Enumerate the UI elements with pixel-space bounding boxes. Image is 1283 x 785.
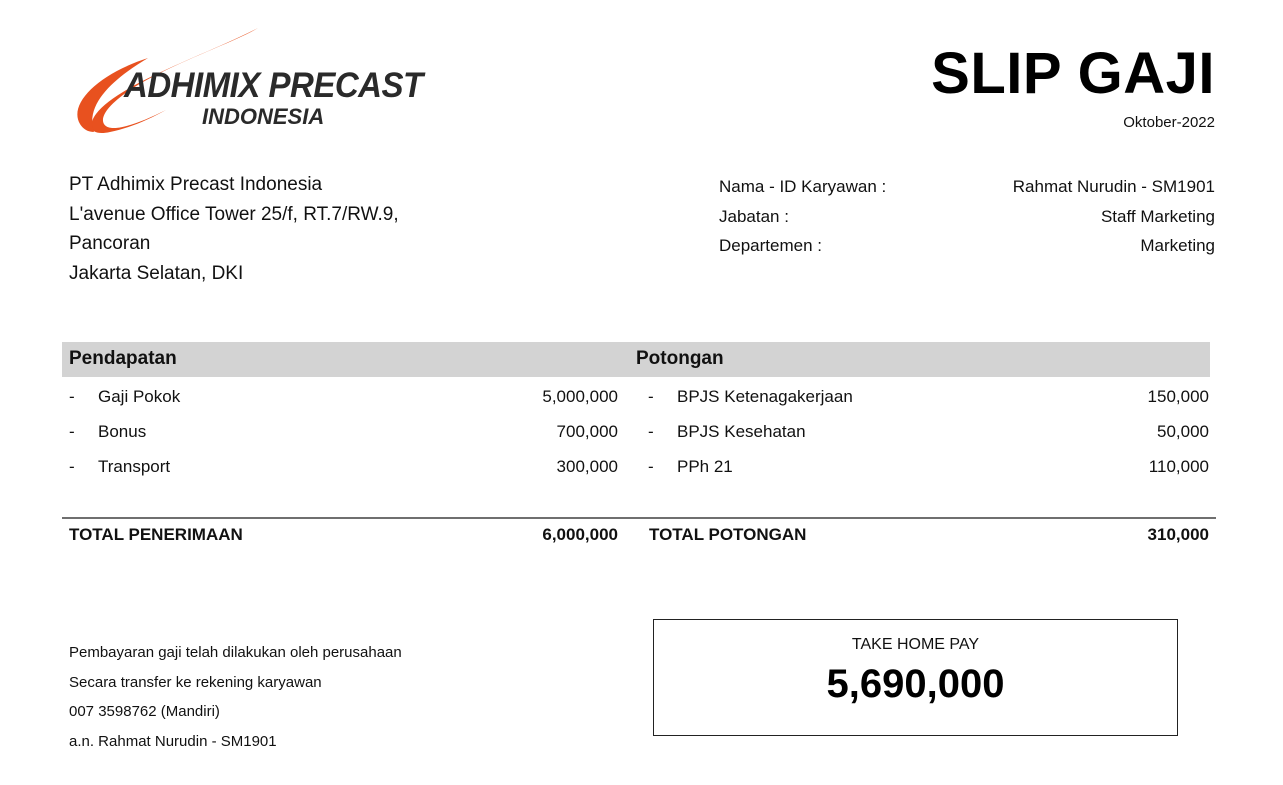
salary-table-header xyxy=(62,342,1210,377)
earning-amount: 5,000,000 xyxy=(542,387,618,406)
earnings-heading: Pendapatan xyxy=(69,348,177,369)
earning-label: Bonus xyxy=(98,422,147,441)
company-address xyxy=(69,170,399,288)
deduction-amount: 50,000 xyxy=(1157,422,1209,441)
company-logo xyxy=(58,24,423,144)
employee-info xyxy=(719,172,1215,261)
total-deductions-label: TOTAL POTONGAN xyxy=(649,525,807,544)
pay-period: Oktober-2022 xyxy=(1123,114,1215,131)
deduction-label: PPh 21 xyxy=(677,457,733,476)
total-deductions-row xyxy=(649,525,1209,549)
employee-name-value: Rahmat Nurudin - SM1901 xyxy=(1012,177,1215,196)
deduction-label: BPJS Ketenagakerjaan xyxy=(677,387,853,406)
list-dash: - xyxy=(648,457,654,476)
employee-department-row xyxy=(719,231,1215,261)
totals-divider xyxy=(62,517,1216,519)
deductions-heading: Potongan xyxy=(636,348,724,369)
payment-account-number: 007 3598762 (Mandiri) xyxy=(69,703,220,720)
list-dash: - xyxy=(69,422,75,441)
deduction-amount: 110,000 xyxy=(1148,457,1209,476)
list-dash: - xyxy=(69,457,75,476)
payment-note xyxy=(69,638,402,756)
total-earnings-value: 6,000,000 xyxy=(542,525,618,544)
company-name: PT Adhimix Precast Indonesia xyxy=(69,174,323,195)
deduction-amount: 150,000 xyxy=(1147,387,1209,406)
take-home-pay-box xyxy=(653,619,1178,736)
earning-label: Transport xyxy=(98,457,171,476)
payment-note-line: Pembayaran gaji telah dilakukan oleh perusahaan xyxy=(69,644,402,661)
deduction-item xyxy=(648,452,1209,487)
employee-department-label: Departemen : xyxy=(719,236,822,255)
company-address-line: L'avenue Office Tower 25/f, RT.7/RW.9, xyxy=(69,203,399,225)
total-deductions-value: 310,000 xyxy=(1147,525,1209,544)
employee-position-label: Jabatan : xyxy=(719,206,789,226)
earnings-list xyxy=(69,382,618,487)
earning-item xyxy=(69,452,618,487)
employee-position-row xyxy=(719,202,1215,232)
deduction-item xyxy=(648,382,1209,417)
deduction-label: BPJS Kesehatan xyxy=(677,422,806,441)
employee-department-value: Marketing xyxy=(1140,236,1215,255)
company-address-line: Jakarta Selatan, DKI xyxy=(69,262,244,284)
employee-position-value: Staff Marketing xyxy=(1100,206,1215,226)
earning-label: Gaji Pokok xyxy=(98,387,181,406)
take-home-pay-label: TAKE HOME PAY xyxy=(851,636,980,653)
earning-amount: 700,000 xyxy=(556,422,618,441)
list-dash: - xyxy=(69,387,75,406)
company-address-line: Pancoran xyxy=(69,233,151,254)
list-dash: - xyxy=(648,422,654,441)
earning-item xyxy=(69,417,618,452)
payment-note-line: Secara transfer ke rekening karyawan xyxy=(69,673,322,691)
payment-account-holder: a.n. Rahmat Nurudin - SM1901 xyxy=(69,732,277,750)
take-home-pay-value: 5,690,000 xyxy=(826,662,1005,706)
logo-sub-text: INDONESIA xyxy=(202,104,325,129)
employee-name-row xyxy=(719,172,1215,202)
earning-amount: 300,000 xyxy=(556,457,618,476)
employee-name-label: Nama - ID Karyawan : xyxy=(719,177,887,196)
logo-main-text: ADHIMIX PRECAST xyxy=(124,64,423,105)
deductions-list xyxy=(648,382,1209,487)
total-earnings-row xyxy=(69,525,618,549)
deduction-item xyxy=(648,417,1209,452)
earning-item xyxy=(69,382,618,417)
page-title: SLIP GAJI xyxy=(931,41,1215,106)
list-dash: - xyxy=(648,387,654,406)
total-earnings-label: TOTAL PENERIMAAN xyxy=(69,525,243,544)
